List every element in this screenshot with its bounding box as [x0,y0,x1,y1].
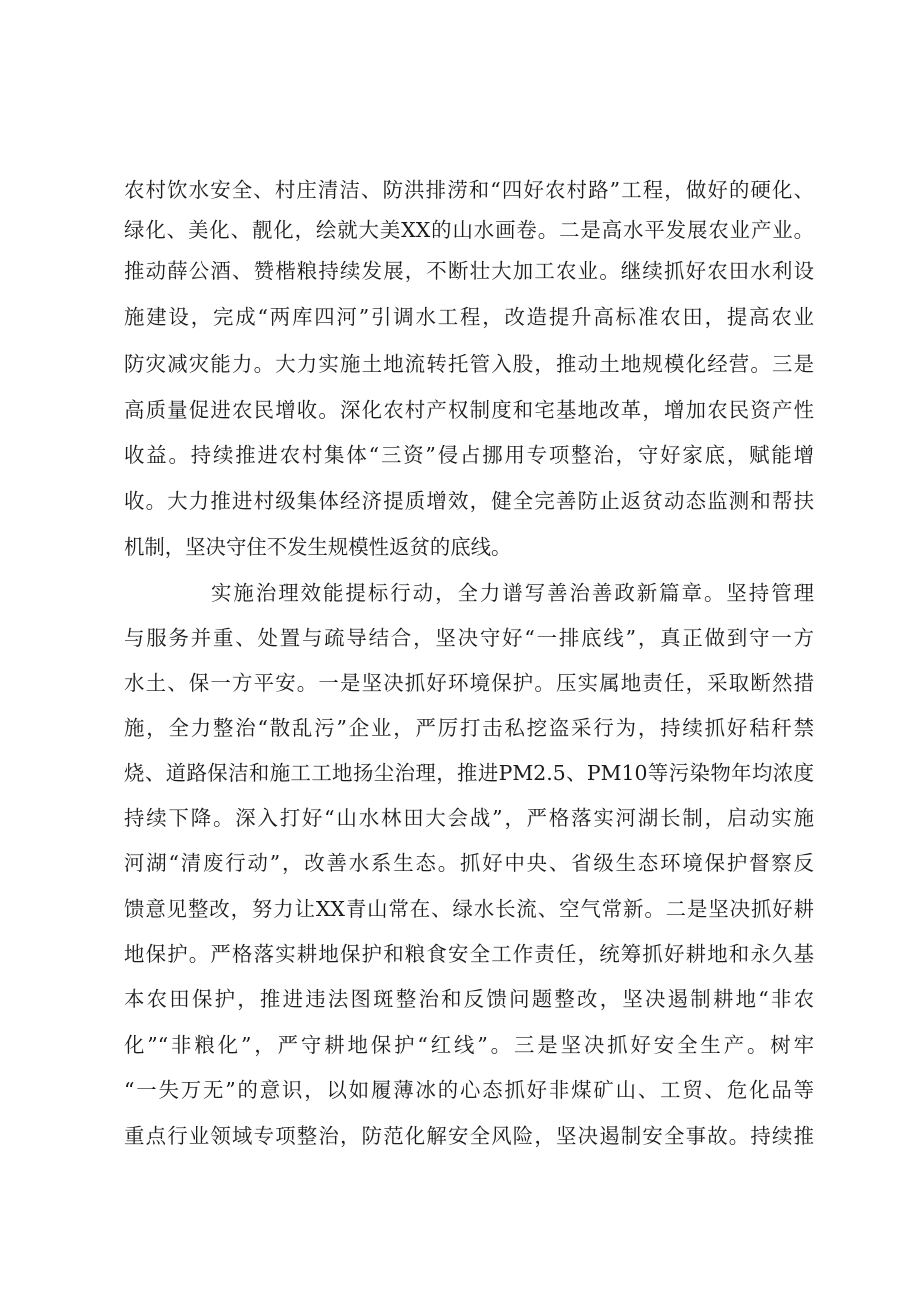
paragraph-1-line-1: 农村饮水安全、村庄清洁、防洪排涝和“四好农村路”工程，做好的硬化、 [124,178,814,202]
paragraph-1-line-7: 收益。持续推进农村集体“三资”侵占挪用专项整治，守好家底，赋能增 [124,443,814,467]
paragraph-1-line-3: 推动薛公酒、赞楷粮持续发展，不断壮大加工农业。继续抓好农田水利设 [124,259,814,283]
paragraph-2-line-2: 与服务并重、处置与疏导结合，坚决守好“一排底线”，真正做到守一方 [124,626,814,650]
paragraph-1-line-9: 机制，坚决守住不发生规模性返贫的底线。 [124,535,512,559]
paragraph-2-line-3: 水土、保一方平安。一是坚决抓好环境保护。压实属地责任，采取断然措 [124,671,814,695]
paragraph-2-line-13: 重点行业领域专项整治，防范化解安全风险，坚决遏制安全事故。持续推 [124,1124,814,1148]
paragraph-1-line-8: 收。大力推进村级集体经济提质增效，健全完善防止返贫动态监测和帮扶 [124,489,814,513]
paragraph-2-line-11: 化”“非粮化”，严守耕地保护“红线”。三是坚决抓好安全生产。树牢 [124,1033,814,1057]
paragraph-2-line-5: 烧、道路保洁和施工工地扬尘治理，推进PM2.5、PM10等污染物年均浓度 [124,761,814,785]
paragraph-2-line-12: “一失万无”的意识，以如履薄冰的心态抓好非煤矿山、工贸、危化品等 [124,1078,814,1102]
paragraph-2-line-4: 施，全力整治“散乱污”企业，严厉打击私挖盗采行为，持续抓好秸秆禁 [124,716,814,740]
paragraph-2-line-7: 河湖“清废行动”，改善水系生态。抓好中央、省级生态环境保护督察反 [124,851,814,875]
paragraph-2-line-10: 本农田保护，推进违法图斑整治和反馈问题整改，坚决遏制耕地“非农 [124,987,814,1011]
paragraph-1-line-6: 高质量促进农民增收。深化农村产权制度和宅基地改革，增加农民资产性 [124,398,814,422]
paragraph-1-line-5: 防灾减灾能力。大力实施土地流转托管入股，推动土地规模化经营。三是 [124,352,814,376]
paragraph-1-line-4: 施建设，完成“两库四河”引调水工程，改造提升高标准农田，提高农业 [124,305,814,329]
paragraph-2-line-9: 地保护。严格落实耕地保护和粮食安全工作责任，统筹抓好耕地和永久基 [124,942,814,966]
paragraph-2-line-1: 实施治理效能提标行动，全力谱写善治善政新篇章。坚持管理 [211,581,814,605]
paragraph-2-line-6: 持续下降。深入打好“山水林田大会战”，严格落实河湖长制，启动实施 [124,806,814,830]
paragraph-1-line-2: 绿化、美化、靓化，绘就大美XX的山水画卷。二是高水平发展农业产业。 [124,218,814,242]
paragraph-2-line-8: 馈意见整改，努力让XX青山常在、绿水长流、空气常新。二是坚决抓好耕 [124,897,814,921]
